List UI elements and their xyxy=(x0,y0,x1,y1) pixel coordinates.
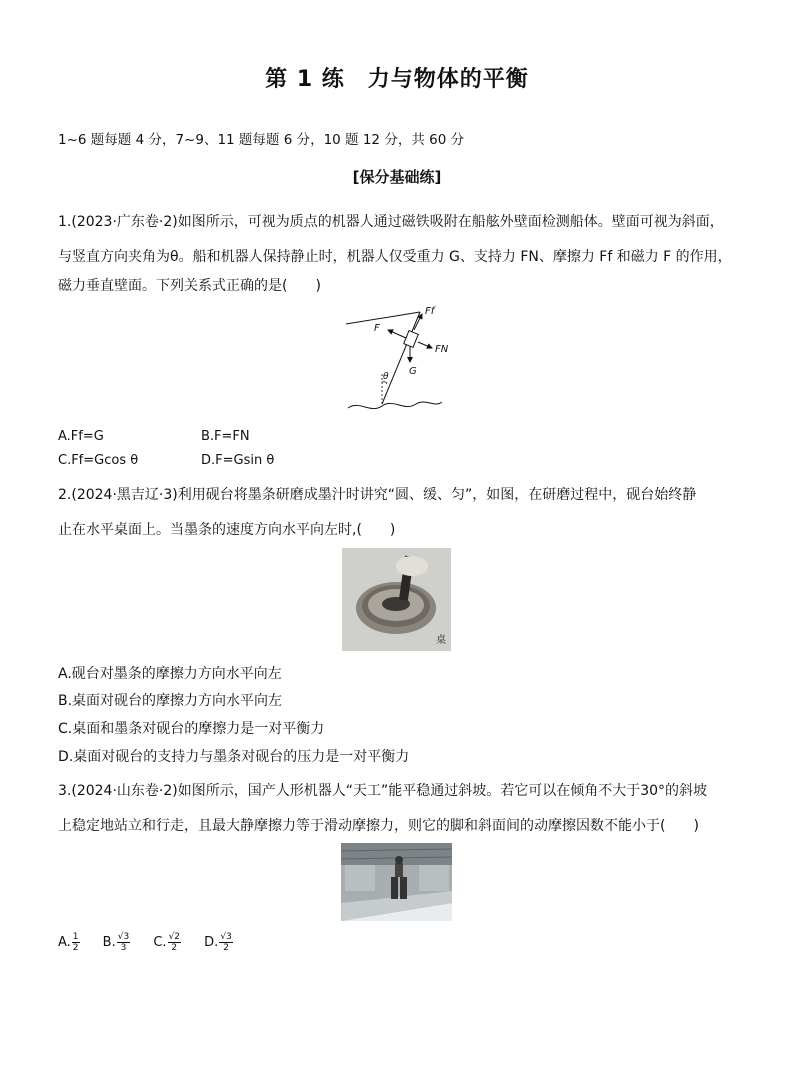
q1-line-1: 1.(2023·广东卷·2)如图所示，可视为质点的机器人通过磁铁吸附在船舷外壁面检测船体。壁面可视为斜面， xyxy=(58,214,724,230)
label-theta: θ xyxy=(383,372,389,382)
q2-option-c: C.桌面和墨条对砚台的摩擦力是一对平衡力 xyxy=(58,721,325,737)
q2-option-d: D.桌面对砚台的支持力与墨条对砚台的压力是一对平衡力 xyxy=(58,749,410,765)
q3-options xyxy=(58,932,252,953)
q3-option-b: B. $\frac{√3}{3}$ xyxy=(102,932,130,953)
q3-line-1: 3.(2024·山东卷·2)如图所示，国产人形机器人“天工”能平稳通过斜坡。若它可以在倾角不大于30°的斜坡 xyxy=(58,783,708,799)
q1-option-b: B.F=FN xyxy=(201,429,250,444)
label-F: F xyxy=(374,323,380,334)
q3-option-a: A. $\frac{1}{2}$ xyxy=(58,932,79,953)
q1-force-diagram xyxy=(338,300,468,420)
label-Ff: Ff xyxy=(425,306,435,317)
q1-option-d: D.F=Gsin θ xyxy=(201,453,275,468)
q2-line-2: 止在水平桌面上。当墨条的速度方向水平向左时,( ) xyxy=(58,522,396,538)
q2-option-b: B.桌面对砚台的摩擦力方向水平向左 xyxy=(58,693,283,709)
robot-photo xyxy=(341,843,452,921)
page-title: 第 1 练 力与物体的平衡 xyxy=(265,67,529,92)
q2-line-1: 2.(2024·黑吉辽·3)利用砚台将墨条研磨成墨汁时讲究“圆、缓、匀”，如图，在研磨过程中，砚台始终静 xyxy=(58,487,697,503)
q1-option-a: A.Ff=G xyxy=(58,429,104,444)
label-G: G xyxy=(409,366,417,377)
q1-line-3: 磁力垂直壁面。下列关系式正确的是( ) xyxy=(58,278,321,294)
scoring-note: 1~6 题每题 4 分，7~9、11 题每题 6 分，10 题 12 分，共 60 分 xyxy=(58,132,465,148)
q3-option-c: C. $\frac{√2}{2}$ xyxy=(153,932,181,953)
section-heading: [保分基础练] xyxy=(352,168,442,186)
q3-option-d: D. $\frac{√3}{2}$ xyxy=(204,932,232,953)
photo-label: 桌 xyxy=(436,635,446,646)
q3-line-2: 上稳定地站立和行走，且最大静摩擦力等于滑动摩擦力，则它的脚和斜面间的动摩擦因数不能小于( ) xyxy=(58,818,699,834)
q1-option-c: C.Ff=Gcos θ xyxy=(58,453,139,468)
label-FN: FN xyxy=(435,344,449,355)
q1-line-2: 与竖直方向夹角为θ。船和机器人保持静止时，机器人仅受重力 G、支持力 FN、摩擦力 Ff 和磁力 F 的作用， xyxy=(58,249,732,265)
inkstone-photo xyxy=(342,548,451,651)
q2-option-a: A.砚台对墨条的摩擦力方向水平向左 xyxy=(58,666,282,682)
